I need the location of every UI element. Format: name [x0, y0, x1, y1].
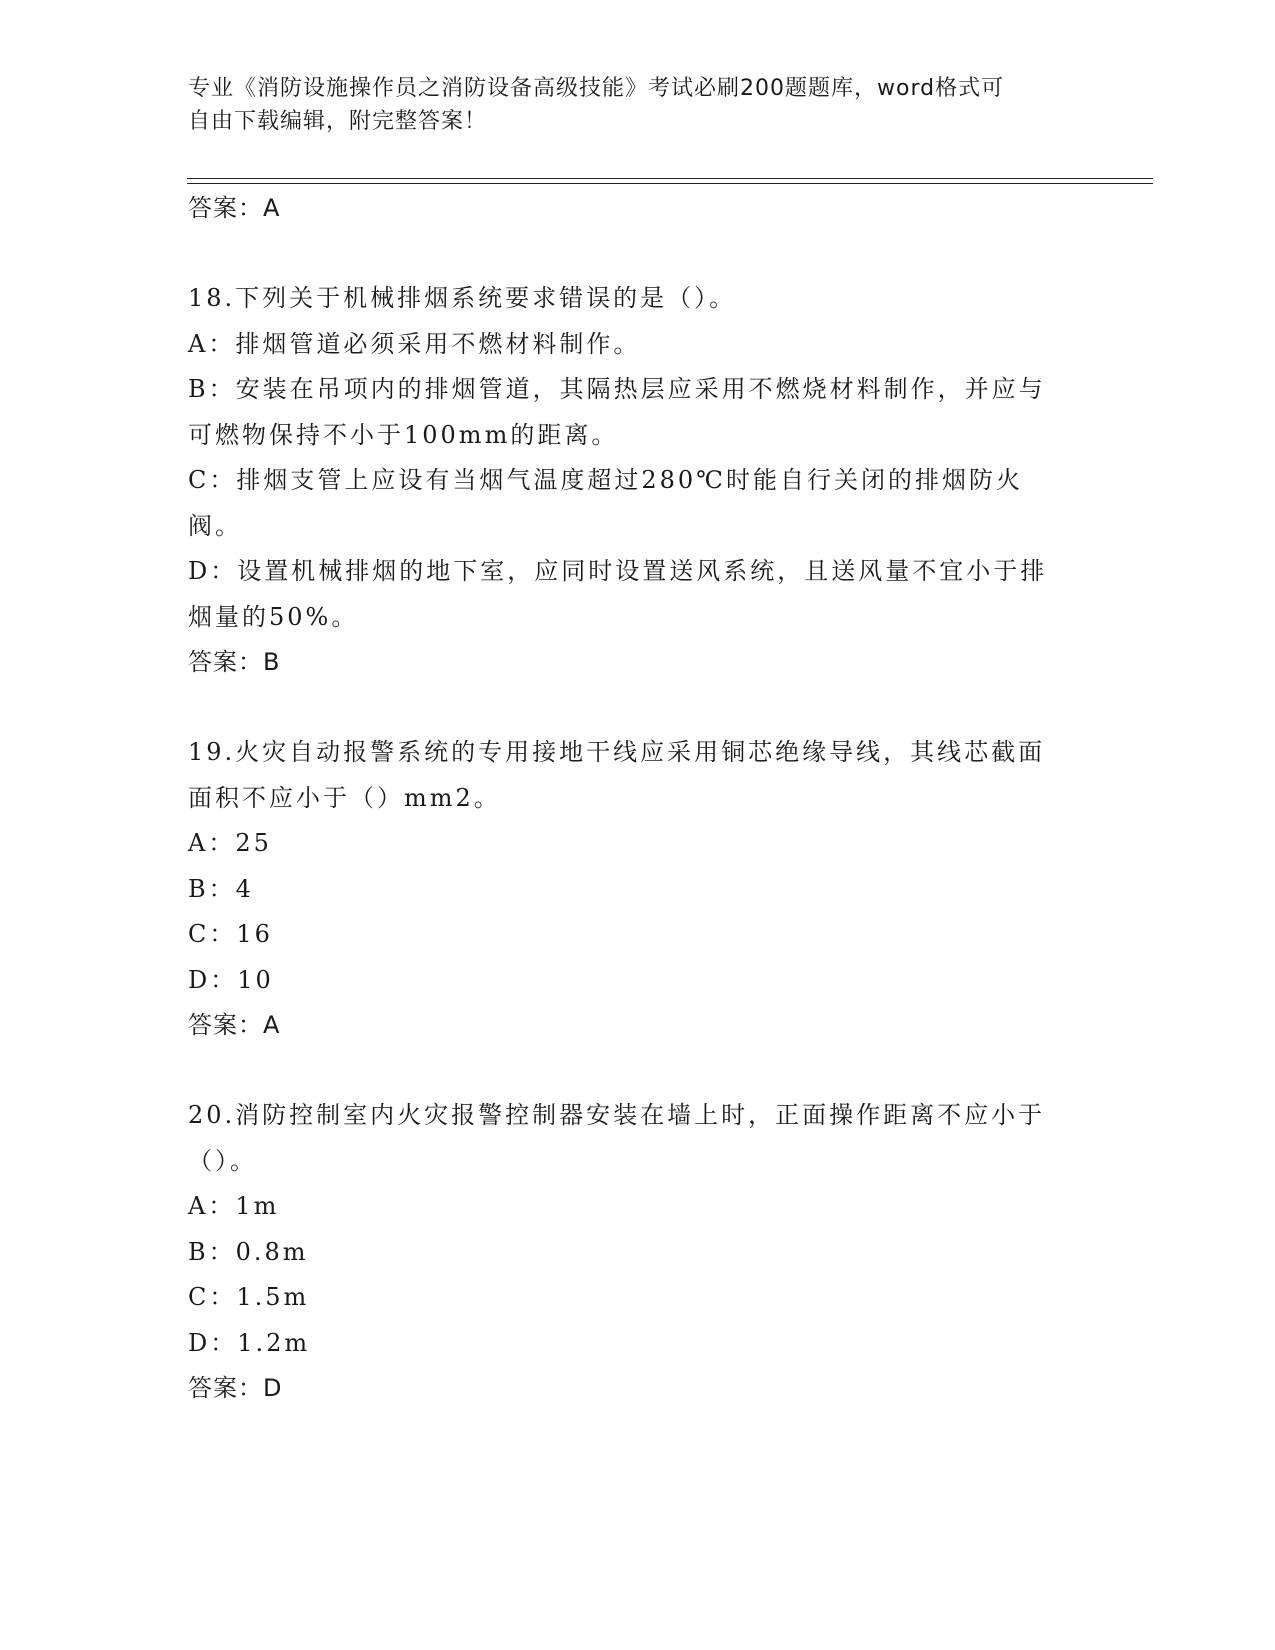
question-stem: 19.火灾自动报警系统的专用接地干线应采用铜芯绝缘导线，其线芯截面面积不应小于（）mm2。 — [188, 738, 1046, 812]
option-b: B：4 — [188, 874, 254, 903]
option-c: C：1.5m — [188, 1283, 310, 1311]
question-20 — [188, 1093, 1068, 1411]
option-c: C：16 — [188, 920, 273, 948]
option-a: A：1m — [188, 1192, 280, 1220]
question-list — [188, 186, 1068, 1411]
question-stem: 20.消防控制室内火灾报警控制器安装在墙上时，正面操作距离不应小于（）。 — [188, 1101, 1046, 1175]
header-line-1: 专业《消防设施操作员之消防设备高级技能》考试必刷200题题库，word格式可 — [188, 76, 1005, 101]
question-stem: 18.下列关于机械排烟系统要求错误的是（）。 — [188, 284, 737, 312]
option-d: D：1.2m — [188, 1328, 311, 1357]
header-rule-top — [187, 178, 1153, 179]
document-header — [188, 72, 1068, 138]
header-line-2: 自由下载编辑，附完整答案！ — [188, 109, 488, 134]
spacer — [188, 1048, 1068, 1093]
option-a: A：排烟管道必须采用不燃材料制作。 — [188, 329, 641, 358]
answer-label: 答案：A — [188, 194, 281, 222]
option-a: A：25 — [188, 829, 272, 857]
option-b: B：0.8m — [188, 1237, 309, 1266]
option-d: D：设置机械排烟的地下室，应同时设置送风系统，且送风量不宜小于排烟量的50%。 — [188, 557, 1048, 631]
header-rule-bottom — [187, 183, 1153, 184]
spacer — [188, 685, 1068, 730]
spacer — [188, 231, 1068, 276]
question-18 — [188, 276, 1068, 685]
answer-label: 答案：A — [188, 1011, 281, 1039]
option-d: D：10 — [188, 965, 274, 994]
answer-label: 答案：B — [188, 648, 281, 676]
option-c: C：排烟支管上应设有当烟气温度超过280℃时能自行关闭的排烟防火阀。 — [188, 466, 1024, 540]
answer-label: 答案：D — [188, 1374, 283, 1402]
option-b: B：安装在吊项内的排烟管道，其隔热层应采用不燃烧材料制作，并应与可燃物保持不小于100mm的距离。 — [188, 375, 1046, 449]
question-19 — [188, 730, 1068, 1048]
